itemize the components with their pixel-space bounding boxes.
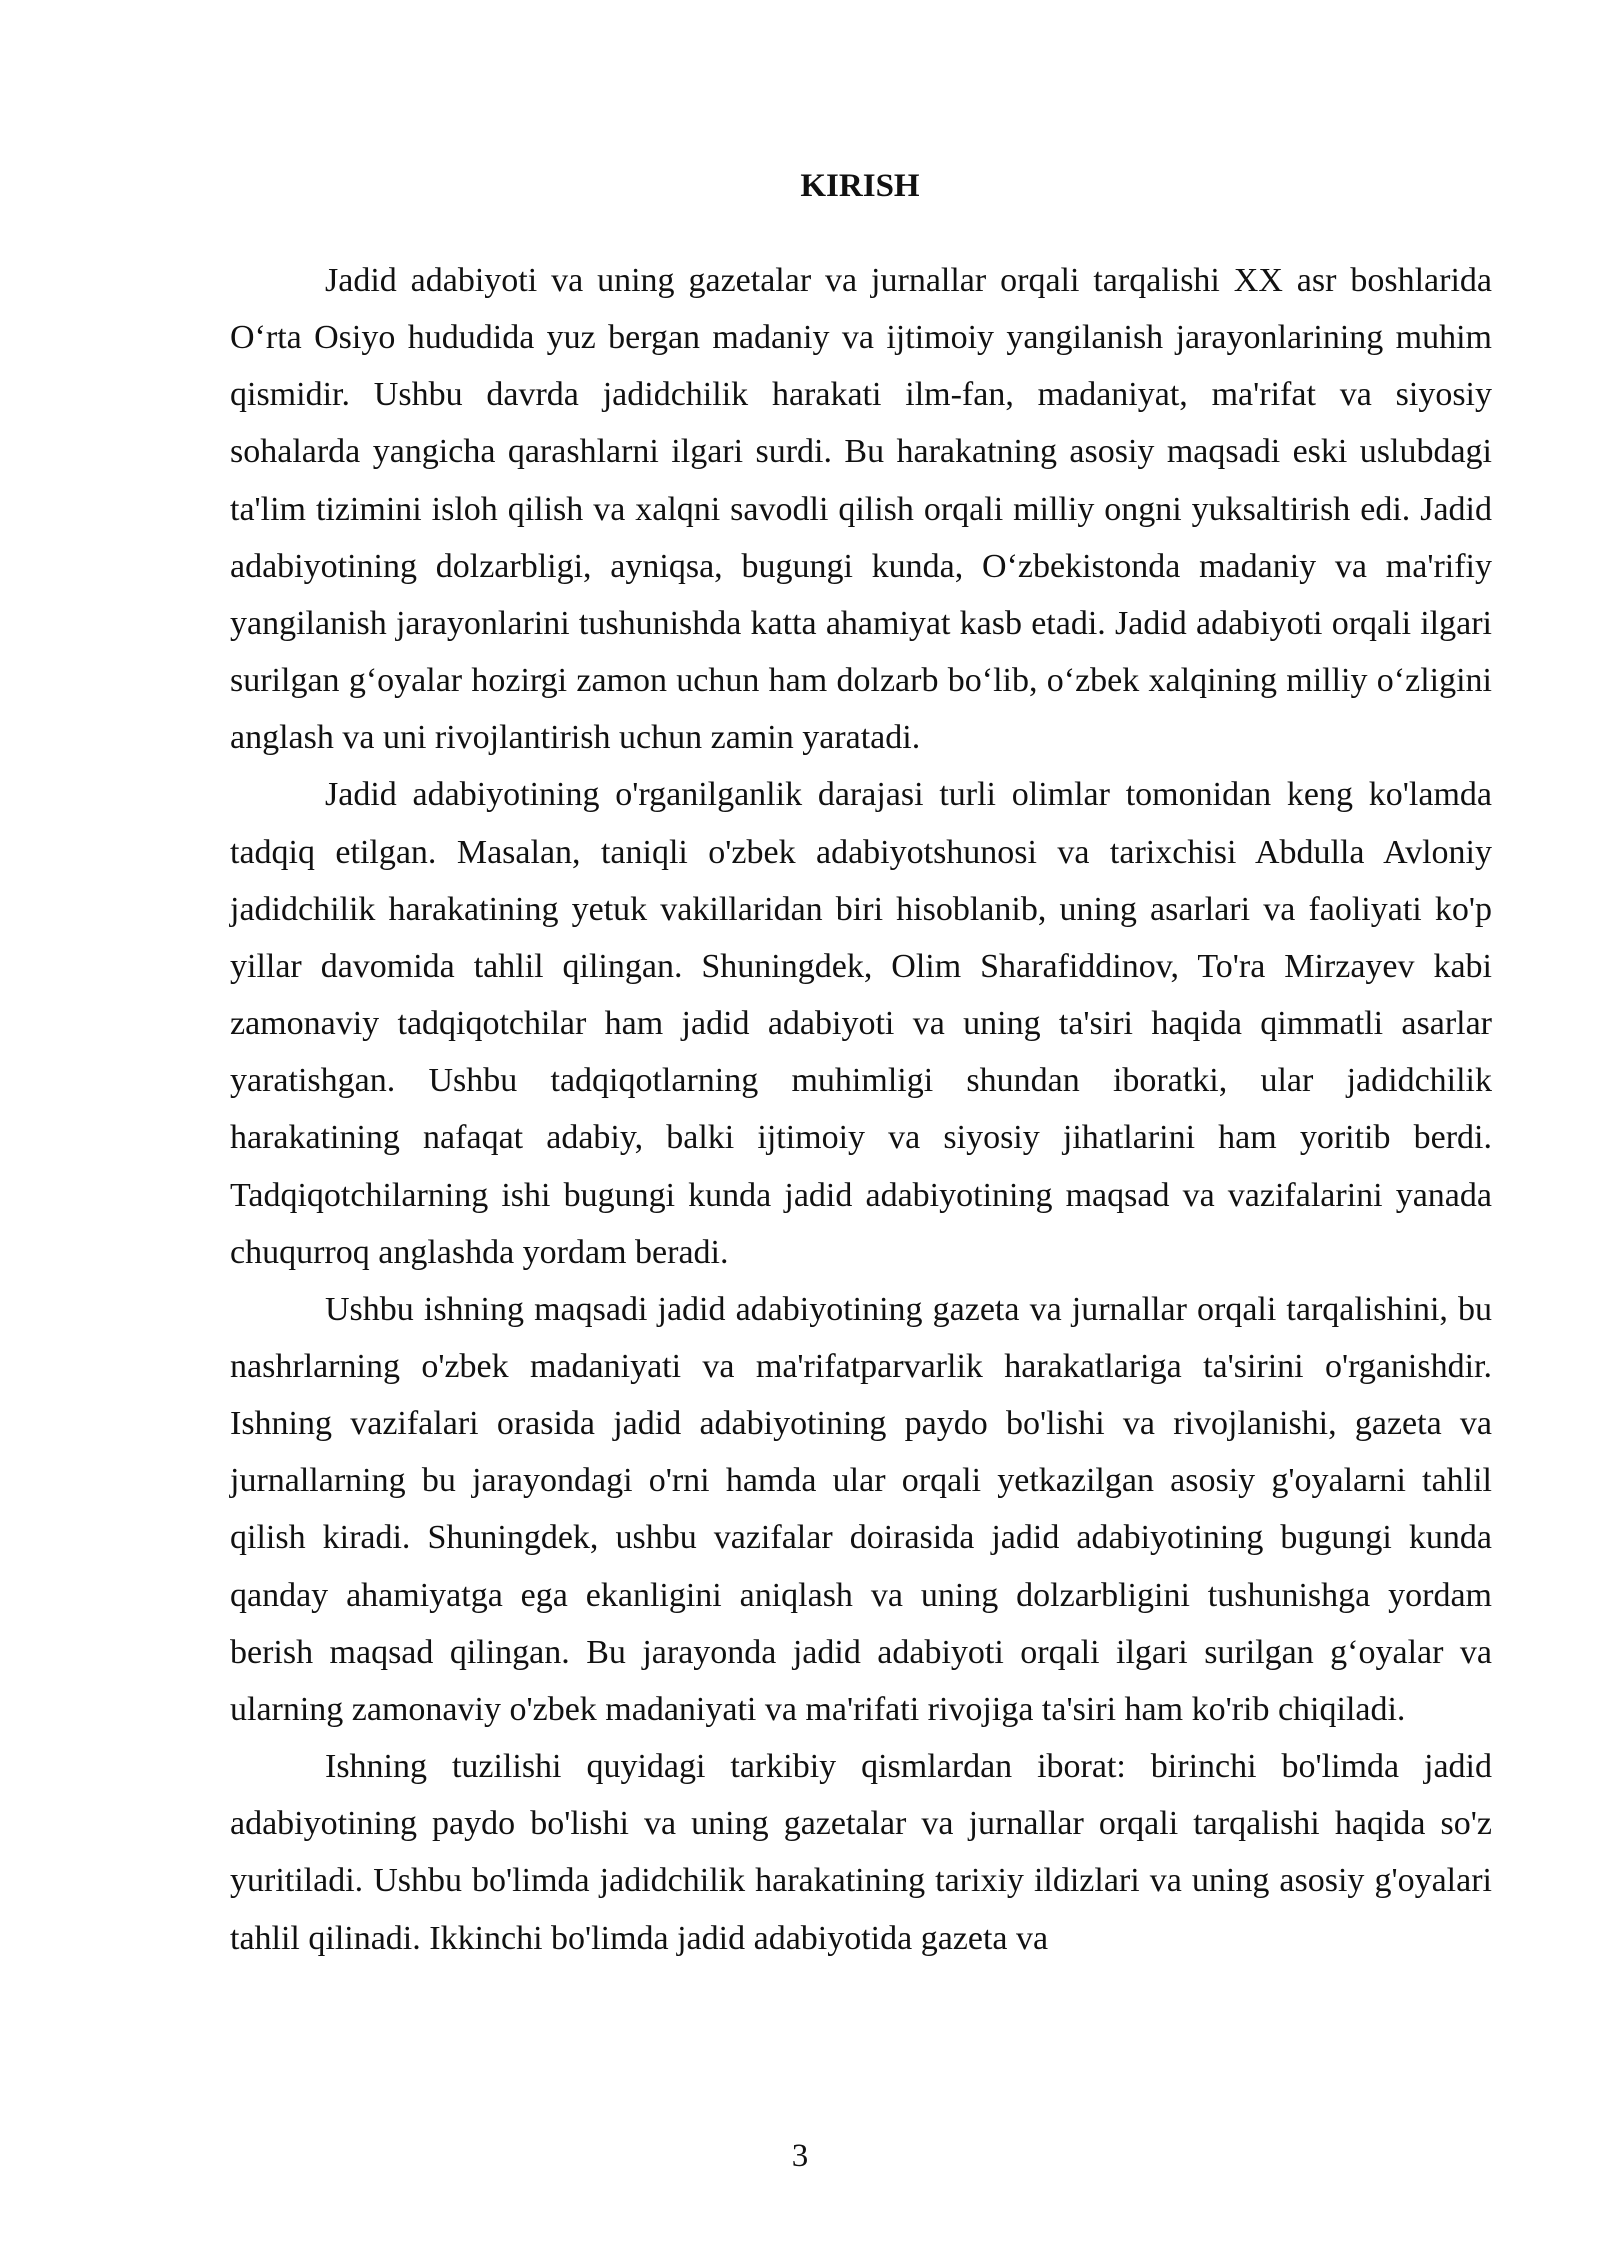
paragraph-2: Jadid adabiyotining o'rganilganlik darajasi turli olimlar tomonidan keng ko'lamda tadqiq etilgan. Masalan, taniqli o'zbek adabiyotshunosi va tarixchisi Abdulla Avloniy jadidchilik harakatining yetuk vakillaridan biri hisoblanib, uning asarlari va faoliyati ko'p yillar davomida tahlil qilingan. Shuningdek, Olim Sharafiddinov, To'ra Mirzayev kabi zamonaviy tadqiqotchilar ham jadid adabiyoti va uning ta'siri haqida qimmatli asarlar yaratishgan. Ushbu tadqiqotlarning muhimligi shundan iboratki, ular jadidchilik harakatining nafaqat adabiy, balki ijtimoiy va siyosiy jihatlarini ham yoritib berdi. Tadqiqotchilarning ishi bugungi kunda jadid adabiyotining maqsad va vazifalarini yanada chuqurroq anglashda yordam beradi. bbox=[230, 776, 1492, 1271]
paragraph-3: Ushbu ishning maqsadi jadid adabiyotining gazeta va jurnallar orqali tarqalishini, bu nashrlarning o'zbek madaniyati va ma'rifatparvarlik harakatlariga ta'sirini o'rganishdir. Ishning vazifalari orasida jadid adabiyotining paydo bo'lishi va rivojlanishi, gazeta va jurnallarning bu jarayondagi o'rni hamda ular orqali yetkazilgan asosiy g'oyalarni tahlil qilish kiradi. Shuningdek, ushbu vazifalar doirasida jadid adabiyotining bugungi kunda qanday ahamiyatga ega ekanligini aniqlash va uning dolzarbligini tushunishga yordam berish maqsad qilingan. Bu jarayonda jadid adabiyoti orqali ilgari surilgan g‘oyalar va ularning zamonaviy o'zbek madaniyati va ma'rifati rivojiga ta'siri ham ko'rib chiqiladi. bbox=[230, 1290, 1492, 1728]
page-title: KIRISH bbox=[800, 168, 920, 204]
page-number: 3 bbox=[791, 2138, 809, 2174]
paragraph-1: Jadid adabiyoti va uning gazetalar va jurnallar orqali tarqalishi XX asr boshlarida O‘rta Osiyo hududida yuz bergan madaniy va ijtimoiy yangilanish jarayonlarining muhim qismidir. Ushbu davrda jadidchilik harakati ilm-fan, madaniyat, ma'rifat va siyosiy sohalarda yangicha qarashlarni ilgari surdi. Bu harakatning asosiy maqsadi eski uslubdagi ta'lim tizimini isloh qilish va xalqni savodli qilish orqali milliy ongni yuksaltirish edi. Jadid adabiyotining dolzarbligi, ayniqsa, bugungi kunda, O‘zbekistonda madaniy va ma'rifiy yangilanish jarayonlarini tushunishda katta ahamiyat kasb etadi. Jadid adabiyoti orqali ilgari surilgan g‘oyalar hozirgi zamon uchun ham dolzarb bo‘lib, o‘zbek xalqining milliy o‘zligini anglash va uni rivojlantirish uchun zamin yaratadi. bbox=[230, 262, 1492, 757]
paragraph-4: Ishning tuzilishi quyidagi tarkibiy qismlardan iborat: birinchi bo'limda jadid adabiyotining paydo bo'lishi va uning gazetalar va jurnallar orqali tarqalishi haqida so'z yuritiladi. Ushbu bo'limda jadidchilik harakatining tarixiy ildizlari va uning asosiy g'oyalari tahlil qilinadi. Ikkinchi bo'limda jadid adabiyotida gazeta va bbox=[230, 1748, 1492, 1957]
body-text bbox=[230, 252, 1492, 1967]
